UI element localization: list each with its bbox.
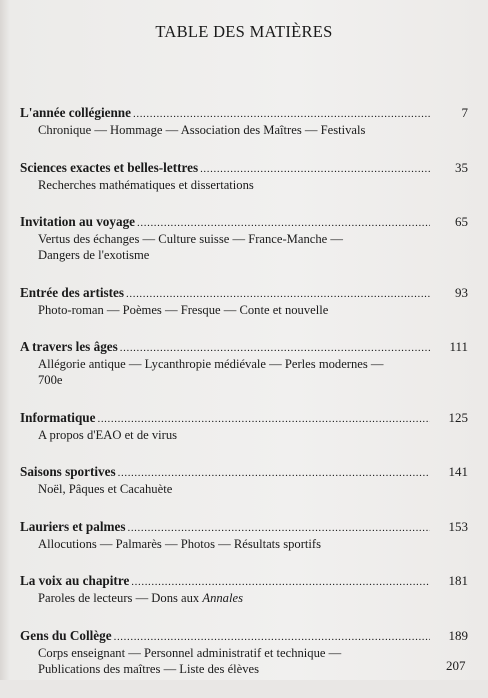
toc-entry-subtopic-line: Corps enseignant — Personnel administratif et technique — [38, 645, 342, 660]
leader-dots [127, 520, 430, 536]
toc-entry [20, 464, 468, 497]
toc-entry-subtopic-line: Noël, Pâques et Cacahuète [38, 482, 173, 496]
toc-entry-page: 35 [455, 159, 468, 175]
subtopic-text: Paroles de lecteurs — Dons aux [38, 591, 203, 605]
toc-entry-page: 111 [449, 339, 468, 354]
toc-entry [20, 339, 468, 388]
toc-entry-heading-row [20, 339, 468, 356]
leader-dots [97, 411, 430, 427]
toc-entry-title: A travers les âges [20, 339, 118, 354]
toc-entry-subtopic-line: Allégorie antique — Lycanthropie médiévale — Perles modernes — [38, 357, 384, 371]
toc-entry-heading-row [20, 160, 468, 177]
toc-entry-page: 189 [448, 627, 468, 643]
toc-entry-subtopic-line: Chronique — Hommage — Association des Maîtres — Festivals [38, 123, 366, 137]
leader-dots [133, 106, 430, 122]
toc-entry [20, 105, 468, 138]
toc-entry-subtopics [20, 231, 468, 263]
toc-entry-subtopics [20, 590, 468, 606]
toc-entry [20, 160, 468, 193]
toc-entry-page: 153 [448, 518, 468, 534]
toc-entry-subtopic-line: 700e [38, 373, 63, 387]
subtopic-italic-text: Annales [202, 591, 243, 605]
toc-entry-subtopics [20, 645, 468, 677]
leader-dots [114, 629, 430, 645]
toc-entry-title: Lauriers et palmes [20, 518, 126, 534]
leader-dots [126, 286, 430, 302]
toc-entry-page: 93 [455, 284, 468, 300]
toc-entry-subtopic-line: Recherches mathématiques et dissertations [38, 177, 254, 192]
toc-entry-subtopics [20, 177, 468, 193]
toc-entry-heading-row [20, 519, 468, 536]
page-title: TABLE DES MATIÈRES [155, 22, 333, 41]
toc-entry [20, 410, 468, 443]
toc-entry-title: Sciences exactes et belles-lettres [20, 159, 199, 175]
toc-entry-heading-row [20, 573, 468, 590]
toc-entry-page: 65 [455, 214, 468, 229]
toc-entry [20, 285, 468, 318]
toc-entry-page: 141 [448, 464, 468, 479]
leader-dots [118, 465, 430, 481]
leader-dots [120, 340, 430, 356]
toc-entry-title: L'année collégienne [20, 105, 131, 120]
toc-entry-page: 125 [448, 409, 468, 425]
toc-entry [20, 628, 468, 677]
toc-entry-title: Invitation au voyage [20, 214, 136, 229]
toc-entry-subtopics [20, 122, 468, 138]
toc-entry-subtopic-line: Allocutions — Palmarès — Photos — Résultats sportifs [38, 536, 322, 551]
toc-entry-title: Saisons sportives [20, 464, 116, 479]
toc-entry-page: 181 [448, 573, 468, 588]
toc-entry-title: La voix au chapitre [20, 573, 130, 588]
toc-entry-heading-row [20, 464, 468, 481]
table-of-contents [20, 105, 468, 698]
toc-entry-subtopic-line: Vertus des échanges — Culture suisse — France-Manche — [38, 232, 343, 246]
toc-entry-title: Gens du Collège [20, 627, 112, 643]
toc-entry-subtopics [20, 481, 468, 497]
toc-entry-subtopics [20, 427, 468, 443]
toc-entry-heading-row [20, 410, 468, 427]
toc-entry-subtopic-line: A propos d'EAO et de virus [38, 427, 178, 442]
toc-entry-heading-row [20, 285, 468, 302]
toc-entry-heading-row [20, 214, 468, 231]
toc-entry-heading-row [20, 628, 468, 645]
leader-dots [131, 574, 430, 590]
toc-entry-heading-row [20, 105, 468, 122]
toc-entry [20, 573, 468, 606]
toc-entry-page: 7 [461, 105, 468, 120]
toc-entry-subtopics [20, 536, 468, 552]
toc-entry-subtopics [20, 302, 468, 318]
toc-entry [20, 519, 468, 552]
leader-dots [200, 161, 430, 177]
page-number: 207 [446, 658, 466, 673]
toc-entry [20, 214, 468, 263]
toc-entry-subtopic-line: Dangers de l'exotisme [38, 248, 150, 262]
toc-entry-subtopic-line: Publications des maîtres — Liste des élèves [38, 661, 260, 676]
toc-entry-subtopic-line: Photo-roman — Poèmes — Fresque — Conte et nouvelle [38, 302, 329, 317]
toc-entry-title: Informatique [20, 409, 96, 425]
toc-entry-subtopic-line [38, 590, 408, 606]
toc-entry-subtopics [20, 356, 468, 388]
leader-dots [137, 215, 430, 231]
toc-entry-title: Entrée des artistes [20, 284, 125, 300]
